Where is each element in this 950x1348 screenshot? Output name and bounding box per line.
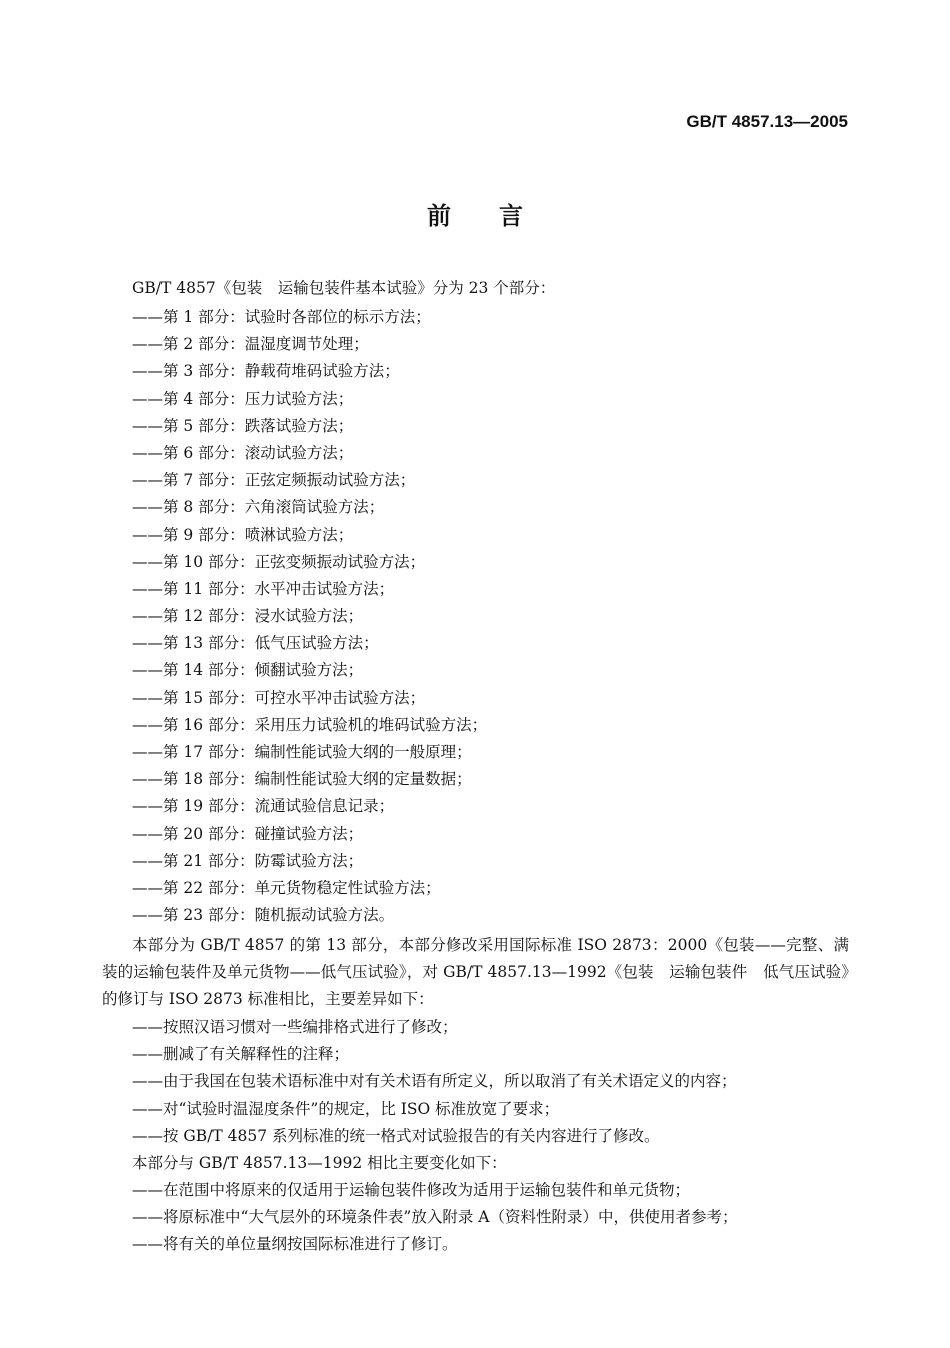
list-item: ——第 9 部分：喷淋试验方法； (132, 525, 354, 544)
list-item: ——由于我国在包装术语标准中对有关术语有所定义，所以取消了有关术语定义的内容； (132, 1072, 737, 1091)
list-item: ——第 1 部分：试验时各部位的标示方法； (132, 308, 431, 326)
list-item: ——第 17 部分：编制性能试验大纲的一般原理； (132, 743, 472, 761)
iso-paragraph: 本部分为 GB/T 4857 的第 13 部分，本部分修改采用国际标准 ISO 2873：2000《包装——完整、满装的运输包装件及单元货物——低气压试验》，对 GB/T 4857.13—1992《包装 运输包装件 低气压试验》的修订与 ISO 2873 标准相比，主要差异如下： (102, 936, 849, 1009)
list-item: ——第 7 部分：正弦定频振动试验方法； (132, 471, 416, 490)
list-item: ——将有关的单位量纲按国际标准进行了修订。 (132, 1235, 458, 1254)
list-item: ——第 10 部分：正弦变频振动试验方法； (132, 552, 426, 571)
list-item: ——第 20 部分：碰撞试验方法； (132, 824, 364, 843)
iso-differences-list (132, 1014, 737, 1150)
list-item: ——第 16 部分：采用压力试验机的堆码试验方法； (132, 715, 488, 734)
list-item: ——按 GB/T 4857 系列标准的统一格式对试验报告的有关内容进行了修改。 (132, 1126, 660, 1145)
list-item: ——对“试验时温湿度条件”的规定，比 ISO 标准放宽了要求； (132, 1099, 560, 1118)
list-item: ——按照汉语习惯对一些编排格式进行了修改； (132, 1018, 458, 1036)
list-item: ——删减了有关解释性的注释； (132, 1045, 350, 1064)
page-title: 前言 (427, 202, 571, 230)
list-item: ——第 12 部分：浸水试验方法； (132, 607, 364, 626)
changes-1992-list (132, 1177, 737, 1259)
intro-paragraph: GB/T 4857《包装 运输包装件基本试验》分为 23 个部分： (132, 279, 556, 297)
list-item: ——第 8 部分：六角滚筒试验方法； (132, 498, 385, 517)
list-item: ——第 14 部分：倾翻试验方法； (132, 661, 364, 680)
list-item: ——第 19 部分：流通试验信息记录； (132, 797, 395, 816)
list-item: ——第 13 部分：低气压试验方法； (132, 634, 379, 653)
list-item: ——第 23 部分：随机振动试验方法。 (132, 906, 395, 925)
list-item: ——第 5 部分：跌落试验方法； (132, 416, 354, 435)
list-item: ——第 15 部分：可控水平冲击试验方法； (132, 688, 426, 707)
list-item: ——第 22 部分：单元货物稳定性试验方法； (132, 878, 441, 897)
list-item: ——第 4 部分：压力试验方法； (132, 389, 354, 408)
changes-1992-paragraph: 本部分与 GB/T 4857.13—1992 相比主要变化如下： (132, 1154, 507, 1172)
list-item: ——第 2 部分：温湿度调节处理； (132, 335, 369, 354)
list-item: ——第 6 部分：滚动试验方法； (132, 443, 354, 462)
standard-code: GB/T 4857.13—2005 (686, 112, 848, 131)
parts-list (132, 304, 487, 929)
list-item: ——将原标准中“大气层外的环境条件表”放入附录 A（资料性附录）中，供使用者参考； (132, 1208, 738, 1227)
list-item: ——在范围中将原来的仅适用于运输包装件修改为适用于运输包装件和单元货物； (132, 1181, 691, 1199)
list-item: ——第 11 部分：水平冲击试验方法； (132, 579, 395, 598)
list-item: ——第 21 部分：防霉试验方法； (132, 851, 364, 870)
list-item: ——第 18 部分：编制性能试验大纲的定量数据； (132, 770, 472, 789)
list-item: ——第 3 部分：静载荷堆码试验方法； (132, 362, 400, 381)
